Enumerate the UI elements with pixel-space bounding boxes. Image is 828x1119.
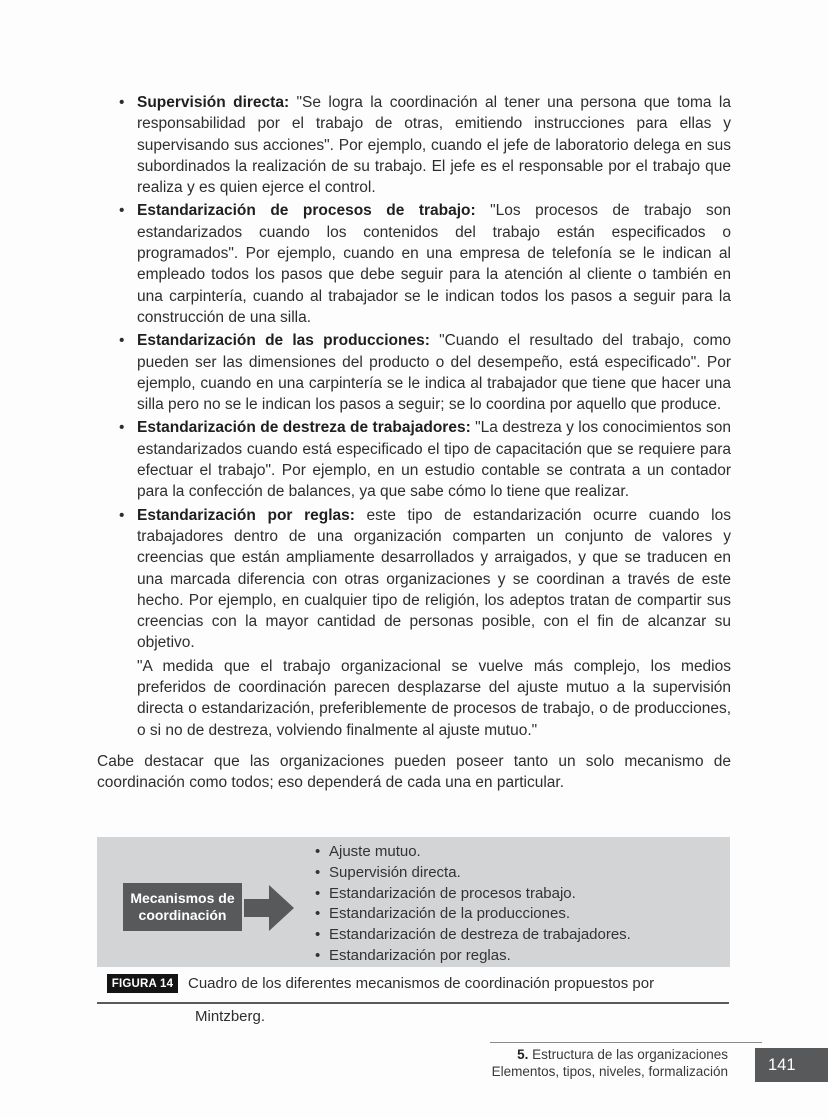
figure-list-item: • Ajuste mutuo. xyxy=(309,842,631,863)
mintzberg-quote: "A medida que el trabajo organizacional se vuelve más complejo, los medios preferidos de coordinación parecen desplazarse del ajuste mutuo a la supervisión directa o estandarización, preferiblemente de procesos de trabajo, o de producciones, o si no de destreza, volviendo finalmente al ajuste mutuo." xyxy=(137,657,731,739)
chapter-subtitle: Elementos, tipos, niveles, formalización xyxy=(491,1063,728,1079)
chapter-number: 5. xyxy=(517,1047,529,1062)
bullet-icon: • xyxy=(315,905,321,923)
coordination-mechanisms-list xyxy=(97,92,731,654)
bullet-label: Estandarización de procesos de trabajo: xyxy=(137,202,476,220)
bullet-label: Estandarización de destreza de trabajadores: xyxy=(137,419,471,437)
bullet-icon: • xyxy=(119,419,125,437)
bullet-icon: • xyxy=(119,332,125,350)
bullet-label: Estandarización por reglas: xyxy=(137,506,355,524)
running-footer xyxy=(408,1047,728,1080)
bullet-icon: • xyxy=(315,884,321,902)
list-item xyxy=(97,330,731,415)
figure-list-item: • Estandarización de la producciones. xyxy=(309,904,631,925)
figure-14-diagram xyxy=(97,837,730,967)
list-item xyxy=(97,92,731,198)
figure-caption-continued: Mintzberg. xyxy=(195,1008,266,1025)
bullet-text: "La destreza y los conocimientos son estandarizados cuando está especificado el tipo de capacitación que se requiere para efectuar el trabajo". Por ejemplo, en un estudio contable se contrata a un contador para la confección de balances, ya que sabe cómo lo tiene que realizar. xyxy=(137,419,731,501)
bullet-icon: • xyxy=(315,926,321,944)
bullet-text: "Cuando el resultado del trabajo, como pueden ser las dimensiones del producto o del desempeño, está especificado". Por ejemplo, cuando en una carpintería se le indica al trabajador que tiene que hacer una silla pero no se le indican los pasos a seguir; se lo coordina por aquello que produce. xyxy=(137,332,731,414)
figure-list-item: • Supervisión directa. xyxy=(309,863,631,884)
bullet-label: Supervisión directa: xyxy=(137,94,290,111)
bullet-icon: • xyxy=(119,506,125,524)
bullet-icon: • xyxy=(315,863,321,881)
bullet-text: "Se logra la coordinación al tener una persona que toma la responsabilidad por el trabajo de otras, emitiendo instrucciones para ellas y supervisando sus acciones". Por ejemplo, cuando el jefe de laboratorio delega en sus subordinados la realización de su trabajo. El jefe es el responsable por el trabajo que realiza y es quien ejerce el control. xyxy=(137,94,731,197)
arrow-right-icon xyxy=(269,885,294,931)
figure-caption: Cuadro de los diferentes mecanismos de coordinación propuestos por xyxy=(188,975,655,992)
list-item xyxy=(97,200,731,328)
list-item xyxy=(97,505,731,654)
figure-list-item: • Estandarización por reglas. xyxy=(309,946,631,967)
figure-items-list xyxy=(309,842,631,967)
chapter-title: Estructura de las organizaciones xyxy=(528,1047,728,1062)
bullet-icon: • xyxy=(315,946,321,964)
bullet-text: "Los procesos de trabajo son estandarizados cuando los contenidos del trabajo están especificados o programados". Por ejemplo, cuando en una empresa de telefonía se le indican al empleado todos los pasos que debe seguir para la atención al cliente o también en una carpintería, cuando al trabajador se le indican todos los pasos a seguir para la construcción de una silla. xyxy=(137,202,731,326)
figure-list-item: • Estandarización de destreza de trabajadores. xyxy=(309,925,631,946)
mechanisms-label-box: Mecanismos de coordinación xyxy=(123,883,242,931)
bullet-icon: • xyxy=(119,202,125,220)
page-number-badge: 141 xyxy=(755,1048,828,1082)
figure-number-badge: FIGURA 14 xyxy=(107,974,178,993)
body-text-block xyxy=(97,92,731,794)
bullet-icon: • xyxy=(119,94,125,111)
list-item xyxy=(97,417,731,502)
caption-divider xyxy=(97,1002,729,1004)
bullet-text: este tipo de estandarización ocurre cuando los trabajadores dentro de una organización comparten un conjunto de valores y creencias que están ampliamente desarrollados y arraigados, y que se traducen en una marcada diferencia con otras organizaciones y se coordinan a través de este hecho. Por ejemplo, en cualquier tipo de religión, los adeptos tratan de compartir sus creencias con la mayor cantidad de personas posible, con el fin de alcanzar su objetivo. xyxy=(137,506,731,652)
bullet-icon: • xyxy=(315,843,321,860)
footer-divider xyxy=(490,1042,762,1043)
bullet-label: Estandarización de las producciones: xyxy=(137,332,430,350)
chapter-title-line xyxy=(408,1047,728,1064)
closing-paragraph: Cabe destacar que las organizaciones pueden poseer tanto un solo mecanismo de coordinación como todos; eso dependerá de cada una en particular. xyxy=(97,752,731,792)
figure-list-item: • Estandarización de procesos trabajo. xyxy=(309,884,631,905)
